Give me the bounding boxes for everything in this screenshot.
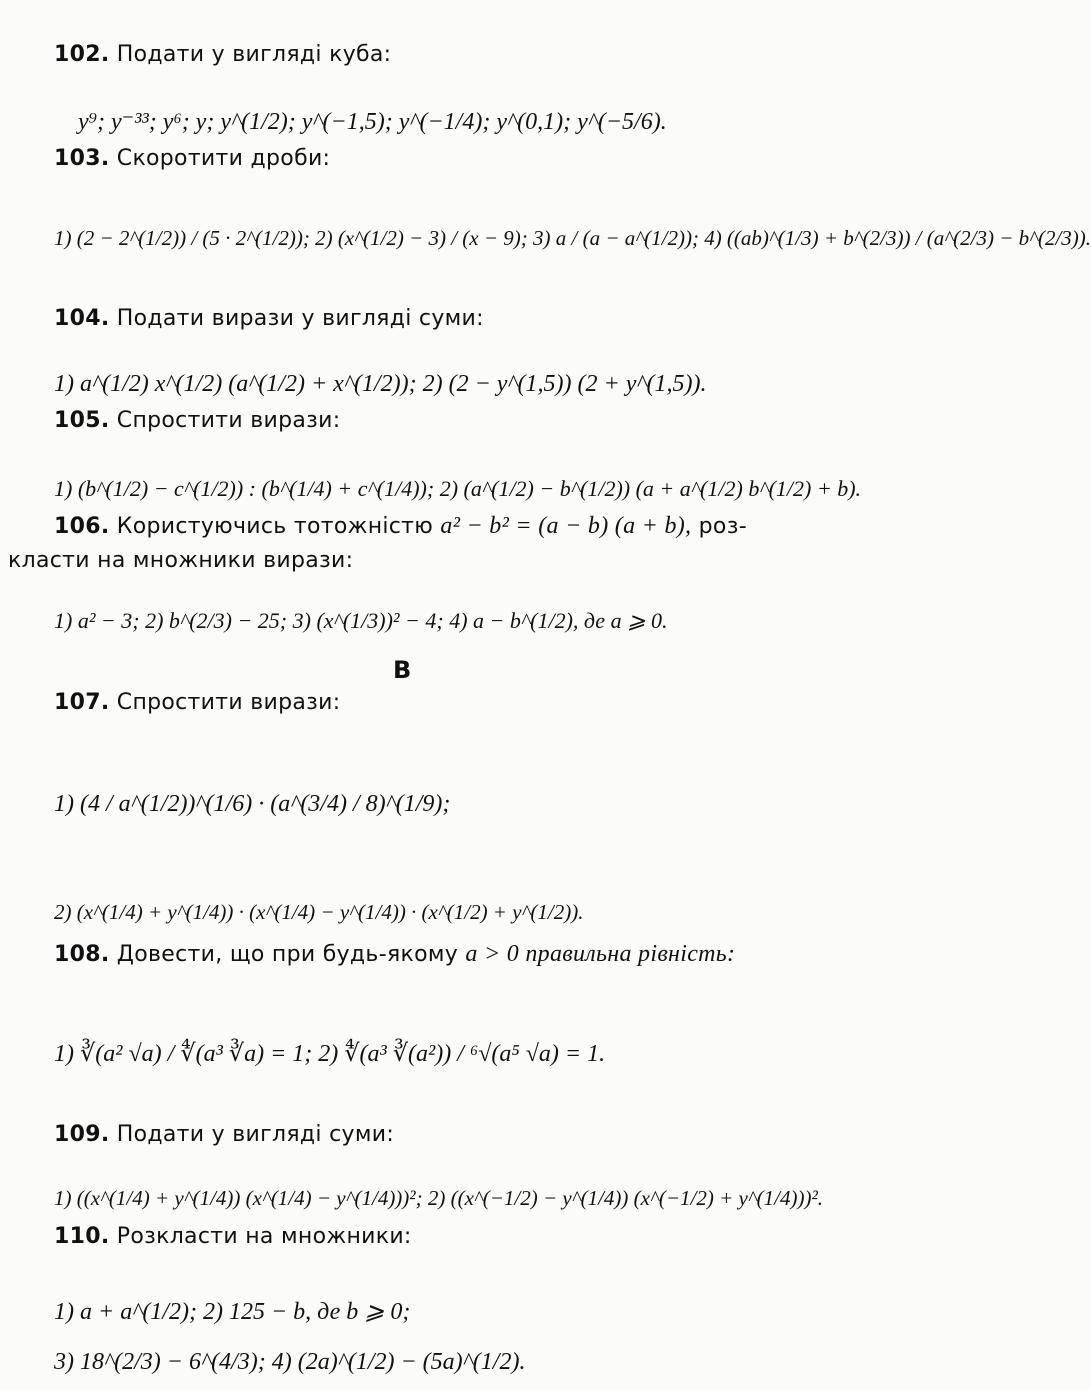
hyphenated-word: роз- bbox=[698, 514, 747, 539]
exercise-prompt: Подати у вигляді куба: bbox=[116, 42, 392, 67]
exercise-110-expressions-row2: 3) 18^(2/3) − 6^(4/3); 4) (2a)^(1/2) − (5a)^(1/2). bbox=[54, 1349, 526, 1375]
exercise-prompt: Скоротити дроби: bbox=[116, 146, 331, 171]
exercise-110-expressions-row1: 1) a + a^(1/2); 2) 125 − b, де b ⩾ 0; bbox=[54, 1299, 411, 1325]
exercise-number: 107. bbox=[54, 690, 110, 715]
exercise-number: 110. bbox=[54, 1224, 110, 1249]
exercise-110-heading bbox=[54, 1224, 412, 1250]
exercise-prompt: Подати вирази у вигляді суми: bbox=[116, 306, 484, 331]
exercise-number: 109. bbox=[54, 1122, 110, 1147]
exercise-106-heading bbox=[54, 512, 747, 541]
exercise-108-condition: a > 0 правильна рівність: bbox=[465, 941, 736, 967]
exercise-102-expressions: y⁹; y⁻³³; y⁶; y; y^(1/2); y^(−1,5); y^(−1/4); y^(0,1); y^(−5/6). bbox=[78, 109, 667, 135]
exercise-prompt: Спростити вирази: bbox=[116, 408, 341, 433]
exercise-number: 102. bbox=[54, 42, 110, 67]
exercise-prompt: Довести, що при будь-якому bbox=[116, 942, 459, 967]
exercise-103-fractions: 1) (2 − 2^(1/2)) / (5 · 2^(1/2)); 2) (x^(1/2) − 3) / (x − 9); 3) a / (a − a^(1/2)); 4) ((ab)^(1/3) + b^(2/3)) / (a^(2/3) − b^(2/3)). bbox=[54, 226, 1091, 250]
exercise-102-heading bbox=[54, 42, 391, 68]
exercise-105-expressions: 1) (b^(1/2) − c^(1/2)) : (b^(1/4) + c^(1/4)); 2) (a^(1/2) − b^(1/2)) (a + a^(1/2) b^(1/2) + b). bbox=[54, 476, 862, 501]
exercise-prompt: Спростити вирази: bbox=[116, 690, 341, 715]
exercise-107-expression-1: 1) (4 / a^(1/2))^(1/6) · (a^(3/4) / 8)^(1/9); bbox=[54, 791, 451, 817]
exercise-104-expressions: 1) a^(1/2) x^(1/2) (a^(1/2) + x^(1/2)); 2) (2 − y^(1,5)) (2 + y^(1,5)). bbox=[54, 371, 707, 397]
exercise-number: 103. bbox=[54, 146, 110, 171]
identity-formula: a² − b² = (a − b) (a + b), bbox=[440, 513, 692, 539]
exercise-number: 108. bbox=[54, 942, 110, 967]
exercise-prompt: Подати у вигляді суми: bbox=[116, 1122, 395, 1147]
exercise-109-expressions: 1) ((x^(1/4) + y^(1/4)) (x^(1/4) − y^(1/4)))²; 2) ((x^(−1/2) − y^(1/4)) (x^(−1/2) + y^(1/4)))². bbox=[54, 1186, 824, 1210]
exercise-prompt: Розкласти на множники: bbox=[116, 1224, 412, 1249]
section-letter: В bbox=[393, 656, 412, 684]
exercise-104-heading bbox=[54, 306, 484, 332]
exercise-108-heading bbox=[54, 940, 735, 969]
exercise-109-heading bbox=[54, 1122, 394, 1148]
exercise-107-expression-2: 2) (x^(1/4) + y^(1/4)) · (x^(1/4) − y^(1/4)) · (x^(1/2) + y^(1/2)). bbox=[54, 900, 584, 924]
exercise-108-equalities: 1) ∛(a² √a) / ∜(a³ ∛a) = 1; 2) ∜(a³ ∛(a²)) / ⁶√(a⁵ √a) = 1. bbox=[54, 1041, 606, 1067]
exercise-106-expressions: 1) a² − 3; 2) b^(2/3) − 25; 3) (x^(1/3))² − 4; 4) a − b^(1/2), де a ⩾ 0. bbox=[54, 608, 668, 633]
exercise-107-heading bbox=[54, 690, 341, 716]
exercise-103-heading bbox=[54, 146, 330, 172]
exercise-number: 104. bbox=[54, 306, 110, 331]
exercise-number: 105. bbox=[54, 408, 110, 433]
exercise-105-heading bbox=[54, 408, 341, 434]
exercise-prompt: Користуючись тотожністю bbox=[116, 514, 434, 539]
exercise-number: 106. bbox=[54, 514, 110, 539]
exercise-106-continuation: класти на множники вирази: bbox=[8, 548, 354, 573]
